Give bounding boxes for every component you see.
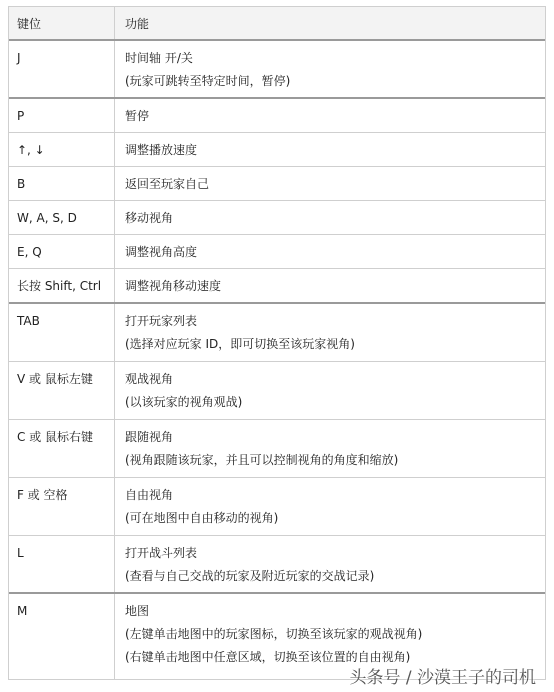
- table-row: [9, 269, 545, 304]
- table-row: [9, 235, 545, 269]
- table-row: [9, 362, 545, 420]
- function-cell: [115, 41, 545, 97]
- keybinding-table: [8, 6, 546, 680]
- function-cell: [115, 133, 545, 166]
- function-line: 调整播放速度: [125, 143, 198, 157]
- function-cell: [115, 99, 545, 132]
- function-note: (查看与自己交战的玩家及附近玩家的交战记录): [125, 569, 375, 583]
- function-cell: [115, 235, 545, 268]
- function-cell: [115, 167, 545, 200]
- function-line: 打开战斗列表: [125, 546, 198, 560]
- function-line: 地图: [125, 604, 150, 618]
- key-cell: 长按 Shift, Ctrl: [9, 269, 115, 302]
- header-key: 键位: [9, 7, 115, 39]
- key-cell: P: [9, 99, 115, 132]
- function-cell: [115, 362, 545, 419]
- function-line: 移动视角: [125, 211, 174, 225]
- function-line: 调整视角移动速度: [125, 279, 222, 293]
- function-note: (选择对应玩家 ID，即可切换至该玩家视角): [125, 337, 355, 351]
- key-cell: V 或 鼠标左键: [9, 362, 115, 419]
- key-cell: M: [9, 594, 115, 679]
- function-line: 时间轴 开/关: [125, 51, 193, 65]
- function-line: 打开玩家列表: [125, 314, 198, 328]
- key-cell: C 或 鼠标右键: [9, 420, 115, 477]
- header-function: 功能: [125, 17, 150, 31]
- function-note: (以该玩家的视角观战): [125, 395, 243, 409]
- key-cell: L: [9, 536, 115, 592]
- function-note: (视角跟随该玩家，并且可以控制视角的角度和缩放): [125, 453, 399, 467]
- key-cell: F 或 空格: [9, 478, 115, 535]
- key-cell: ↑, ↓: [9, 133, 115, 166]
- function-cell: [115, 420, 545, 477]
- function-note: (玩家可跳转至特定时间，暂停): [125, 74, 291, 88]
- function-line: 暂停: [125, 109, 150, 123]
- function-cell: [115, 304, 545, 361]
- function-line: 调整视角高度: [125, 245, 198, 259]
- key-cell: J: [9, 41, 115, 97]
- function-note: (可在地图中自由移动的视角): [125, 511, 279, 525]
- table-row: [9, 304, 545, 362]
- key-cell: B: [9, 167, 115, 200]
- table-row: [9, 478, 545, 536]
- function-cell: [115, 478, 545, 535]
- key-cell: TAB: [9, 304, 115, 361]
- key-cell: W, A, S, D: [9, 201, 115, 234]
- table-header: [9, 7, 545, 41]
- function-cell: [115, 269, 545, 302]
- table-row: [9, 99, 545, 133]
- watermark-text: 头条号 / 沙漠王子的司机: [349, 668, 536, 688]
- function-line: 跟随视角: [125, 430, 174, 444]
- function-note: (右键单击地图中任意区域，切换至该位置的自由视角): [125, 650, 411, 664]
- key-cell: E, Q: [9, 235, 115, 268]
- function-line: 观战视角: [125, 372, 174, 386]
- function-cell: [115, 201, 545, 234]
- table-row: [9, 133, 545, 167]
- function-cell: [115, 536, 545, 592]
- table-row: [9, 201, 545, 235]
- table-row: [9, 536, 545, 594]
- table-row: [9, 41, 545, 99]
- function-note: (左键单击地图中的玩家图标，切换至该玩家的观战视角): [125, 627, 423, 641]
- table-row: [9, 167, 545, 201]
- table-row: [9, 420, 545, 478]
- function-line: 自由视角: [125, 488, 174, 502]
- function-line: 返回至玩家自己: [125, 177, 210, 191]
